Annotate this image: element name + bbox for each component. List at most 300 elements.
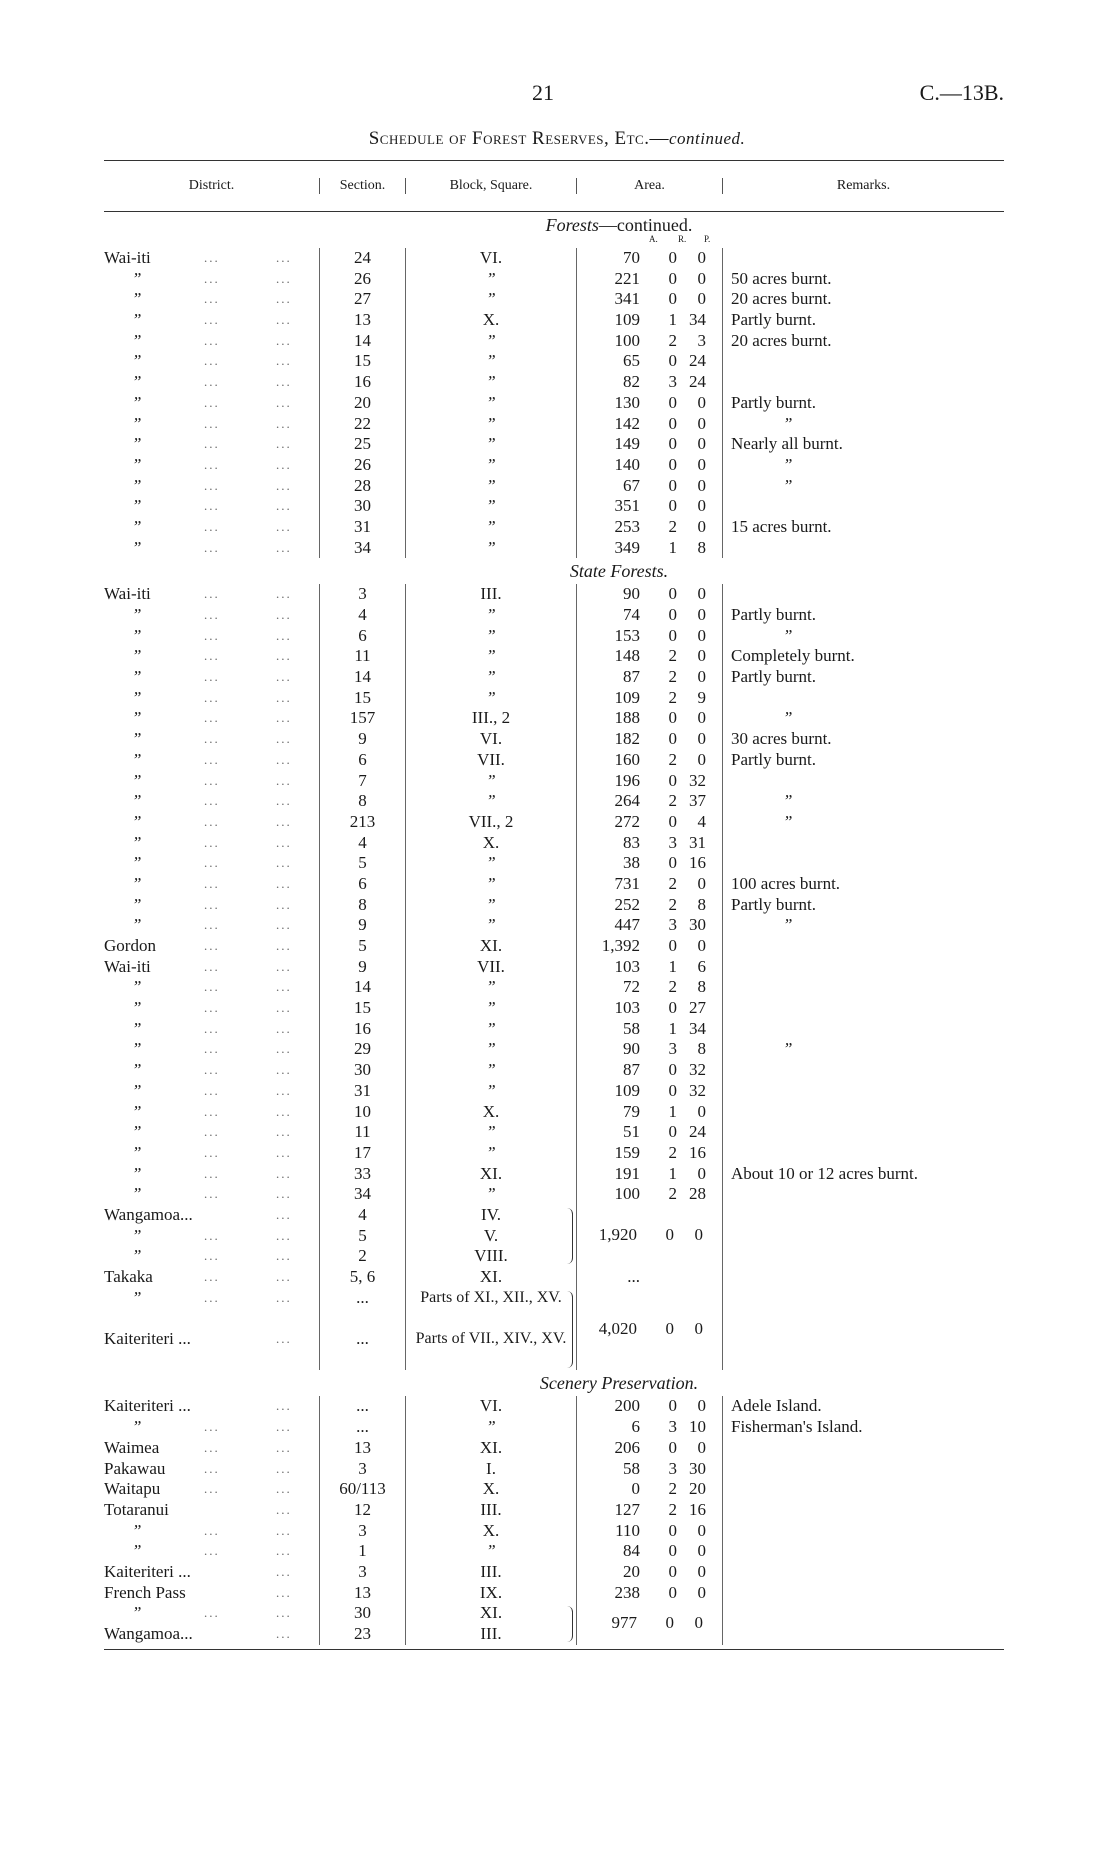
district-cell: [104, 977, 319, 998]
district-cell: [104, 957, 319, 978]
leader-dots: ...: [276, 689, 292, 705]
page-number: 21: [532, 80, 554, 105]
remarks-cell: [722, 1060, 1004, 1081]
district-cell: [104, 1122, 319, 1143]
area-cell: [576, 688, 722, 709]
table-row: [104, 331, 1004, 352]
district-name: ”: [132, 351, 142, 371]
district-name: Totaranui: [104, 1499, 169, 1519]
leader-dots: ...: [276, 477, 292, 493]
district-name: ”: [132, 496, 142, 516]
area-perches: 6: [697, 956, 706, 976]
district-name: ”: [132, 516, 142, 536]
district-name: ”: [132, 1184, 142, 1204]
area-perches: 0: [697, 392, 706, 412]
area-cell: [576, 496, 722, 517]
area-roods: 0: [668, 936, 677, 955]
section-cell: 16: [319, 372, 405, 393]
braced-area: [574, 1225, 719, 1247]
area-acres: 70: [623, 248, 640, 267]
leader-dots: ...: [276, 772, 292, 788]
area-perches: 34: [689, 310, 706, 330]
table-row: [104, 998, 1004, 1019]
table-row: [104, 1562, 1004, 1583]
area-perches: 16: [689, 1142, 706, 1162]
remarks-cell: [722, 957, 1004, 978]
area-cell: [576, 372, 722, 393]
remarks-cell: Adele Island.: [722, 1396, 1004, 1417]
area-cell: [576, 269, 722, 290]
section-cell: 4: [319, 833, 405, 854]
district-name: ”: [132, 1163, 142, 1183]
area-perches: 0: [697, 646, 706, 666]
table-row: [104, 1267, 1004, 1288]
table-section: [104, 1370, 1004, 1644]
remarks-cell: ”: [722, 791, 1004, 812]
remarks-cell: 20 acres burnt.: [722, 289, 1004, 310]
area-perches: 24: [689, 351, 706, 371]
district-cell: [104, 729, 319, 750]
area-acres: 100: [614, 1184, 640, 1204]
area-roods: 0: [668, 853, 677, 873]
leader-dots: ...: [204, 312, 220, 328]
table-row: [104, 853, 1004, 874]
area-roods: 0: [668, 605, 677, 624]
area-perches: 0: [697, 873, 706, 893]
leader-dots: ...: [204, 1439, 220, 1455]
area-perches: 30: [689, 915, 706, 935]
table-row: [104, 1246, 1004, 1267]
area-roods: 0: [668, 708, 677, 728]
section-cell: 12: [319, 1500, 405, 1521]
district-name: Kaiteriteri ...: [104, 1561, 191, 1581]
table-row: [104, 1060, 1004, 1081]
block-cell: XI.: [405, 936, 576, 957]
area-roods: 2: [668, 1499, 677, 1519]
district-name: ”: [132, 894, 142, 914]
area-roods: 0: [668, 268, 677, 288]
area-cell: [576, 1164, 722, 1185]
area-cell: [576, 1417, 722, 1438]
area-cell: [576, 538, 722, 559]
leader-dots: ...: [276, 1165, 292, 1181]
area-roods: 0: [665, 1613, 674, 1633]
district-cell: [104, 1479, 319, 1500]
area-perches: 0: [697, 434, 706, 454]
area-cell: [576, 998, 722, 1019]
district-cell: [104, 1624, 319, 1645]
area-acres: 109: [614, 1080, 640, 1100]
schedule-title-main: Schedule of Forest Reserves, Etc.—: [368, 128, 669, 149]
area-acres: 1,392: [601, 936, 640, 955]
brace-mark: [566, 1291, 573, 1368]
leader-dots: ...: [276, 539, 292, 555]
area-cell: [576, 1143, 722, 1164]
district-name: Takaka: [104, 1267, 153, 1286]
table-row: [104, 1624, 1004, 1645]
area-cell: [576, 455, 722, 476]
block-cell: X.: [405, 310, 576, 331]
block-cell: ”: [405, 977, 576, 998]
area-acres: 127: [614, 1499, 640, 1519]
block-cell: III.: [405, 1562, 576, 1583]
area-roods: 0: [668, 811, 677, 831]
leader-dots: ...: [204, 1041, 220, 1057]
leader-dots: ...: [204, 917, 220, 933]
district-name: ”: [132, 729, 142, 749]
district-name: ”: [132, 1225, 142, 1245]
table-row: [104, 476, 1004, 497]
area-cell: [576, 667, 722, 688]
area-perches: 0: [697, 496, 706, 516]
area-roods: 1: [668, 1163, 677, 1183]
area-perches: 16: [689, 1499, 706, 1519]
table-row: [104, 538, 1004, 559]
table-row: [104, 833, 1004, 854]
district-cell: [104, 517, 319, 538]
area-acres: 84: [623, 1541, 640, 1561]
section-cell: 15: [319, 351, 405, 372]
district-name: Waitapu: [104, 1479, 161, 1499]
table-row: [104, 372, 1004, 393]
area-cell: [576, 331, 722, 352]
section-cell: 3: [319, 1562, 405, 1583]
district-name: ”: [132, 1603, 142, 1623]
block-cell: VI.: [405, 1396, 576, 1417]
table-row: [104, 936, 1004, 957]
remarks-cell: ”: [722, 476, 1004, 497]
leader-dots: ...: [276, 1522, 292, 1538]
leader-dots: ...: [204, 250, 220, 265]
area-cell: [576, 771, 722, 792]
district-cell: [104, 667, 319, 688]
col-district: District.: [188, 178, 235, 193]
table-row: [104, 248, 1004, 269]
leader-dots: ...: [204, 1082, 220, 1098]
area-acres: 87: [623, 1060, 640, 1080]
district-cell: [104, 1184, 319, 1205]
remarks-cell: [722, 1019, 1004, 1040]
area-cell: [576, 729, 722, 750]
area-roods: 3: [668, 372, 677, 392]
leader-dots: ...: [276, 669, 292, 685]
district-cell: [104, 750, 319, 771]
area-cell: [576, 853, 722, 874]
area-acres: 90: [623, 1039, 640, 1059]
area-cell: [576, 895, 722, 916]
remarks-cell: [722, 351, 1004, 372]
district-name: ”: [132, 1520, 142, 1540]
section-title: [104, 212, 1004, 238]
block-cell: ”: [405, 434, 576, 455]
leader-dots: ...: [204, 539, 220, 555]
area-perches: 0: [697, 248, 706, 267]
area-cell: [576, 351, 722, 372]
block-cell: X.: [405, 833, 576, 854]
table-row: [104, 791, 1004, 812]
area-roods: 0: [668, 434, 677, 454]
section-cell: 31: [319, 517, 405, 538]
remarks-cell: [722, 1081, 1004, 1102]
block-cell: ”: [405, 874, 576, 895]
leader-dots: ...: [204, 456, 220, 472]
leader-dots: ...: [204, 498, 220, 514]
block-cell: ”: [405, 915, 576, 936]
district-cell: [104, 708, 319, 729]
district-cell: [104, 310, 319, 331]
leader-dots: ...: [204, 938, 220, 953]
block-cell: Parts of XI., XII., XV.: [405, 1288, 576, 1329]
area-roods: 1: [668, 956, 677, 976]
area-acres: 349: [614, 537, 640, 557]
area-unit-label: A.: [649, 234, 658, 244]
section-cell: 3: [319, 584, 405, 605]
section-cell: 5: [319, 936, 405, 957]
table-row: [104, 1288, 1004, 1329]
leader-dots: ...: [276, 979, 292, 995]
district-name: Wai-iti: [104, 584, 151, 604]
area-acres: 58: [623, 1458, 640, 1478]
area-cell: [576, 1039, 722, 1060]
leader-dots: ...: [276, 394, 292, 410]
area-perches: 0: [697, 1582, 706, 1602]
area-acres: 82: [623, 372, 640, 392]
area-cell: [576, 1479, 722, 1500]
district-name: ”: [132, 289, 142, 309]
area-cell: [576, 1521, 722, 1542]
area-roods: 0: [668, 998, 677, 1018]
leader-dots: ...: [276, 456, 292, 472]
section-cell: 23: [319, 1624, 405, 1645]
series-reference: C.—13B.: [919, 80, 1004, 105]
area-cell: [576, 310, 722, 331]
section-cell: 8: [319, 791, 405, 812]
block-cell: ”: [405, 1019, 576, 1040]
district-cell: [104, 895, 319, 916]
district-cell: [104, 998, 319, 1019]
section-cell: 3: [319, 1521, 405, 1542]
remarks-cell: 20 acres burnt.: [722, 331, 1004, 352]
block-cell: Parts of VII., XIV., XV.: [405, 1329, 576, 1370]
district-name: Wai-iti: [104, 956, 151, 976]
area-acres: 977: [611, 1613, 637, 1633]
remarks-cell: 100 acres burnt.: [722, 874, 1004, 895]
area-acres: 264: [614, 791, 640, 811]
district-name: ”: [132, 268, 142, 288]
section-title-italic: State Forests.: [569, 561, 669, 582]
area-roods: 0: [668, 1122, 677, 1142]
leader-dots: ...: [204, 958, 220, 974]
district-name: ”: [132, 434, 142, 454]
district-name: ”: [132, 537, 142, 557]
district-cell: [104, 771, 319, 792]
leader-dots: ...: [276, 1626, 292, 1642]
remarks-cell: Partly burnt.: [722, 393, 1004, 414]
leader-dots: ...: [276, 813, 292, 829]
district-cell: [104, 812, 319, 833]
area-acres: 65: [623, 351, 640, 371]
remarks-cell: [722, 1205, 1004, 1226]
leader-dots: ...: [276, 1062, 292, 1078]
area-cell: [576, 1081, 722, 1102]
district-name: ”: [132, 832, 142, 852]
section-cell: 2: [319, 1246, 405, 1267]
block-cell: I.: [405, 1459, 576, 1480]
area-acres: 38: [623, 853, 640, 873]
leader-dots: ...: [204, 669, 220, 685]
table-row: [104, 1603, 1004, 1624]
table-row: [104, 1583, 1004, 1604]
area-cell: [576, 1060, 722, 1081]
district-name: ”: [132, 770, 142, 790]
area-roods: 0: [668, 1541, 677, 1561]
leader-dots: ...: [276, 291, 292, 307]
district-name: ”: [132, 605, 142, 624]
section-cell: 13: [319, 310, 405, 331]
district-cell: [104, 1060, 319, 1081]
table-row: [104, 895, 1004, 916]
table-row: [104, 1226, 1004, 1247]
section-rows: [104, 248, 1004, 558]
area-acres: 72: [623, 977, 640, 997]
table-section: [104, 558, 1004, 1370]
area-cell: [576, 812, 722, 833]
district-cell: [104, 1143, 319, 1164]
district-name: ”: [132, 791, 142, 811]
area-cell: [576, 833, 722, 854]
leader-dots: ...: [276, 607, 292, 622]
district-cell: [104, 1541, 319, 1562]
district-name: ”: [132, 625, 142, 645]
area-acres: 100: [614, 330, 640, 350]
remarks-cell: Nearly all burnt.: [722, 434, 1004, 455]
table-row: [104, 729, 1004, 750]
section-cell: 33: [319, 1164, 405, 1185]
area-perches: 0: [694, 1318, 703, 1338]
area-perches: 0: [697, 1561, 706, 1581]
area-cell: [576, 626, 722, 647]
area-cell: [576, 414, 722, 435]
table-row: [104, 1459, 1004, 1480]
remarks-cell: [722, 998, 1004, 1019]
leader-dots: ...: [204, 627, 220, 643]
district-cell: [104, 1603, 319, 1624]
block-cell: ”: [405, 688, 576, 709]
district-name: ”: [132, 1018, 142, 1038]
area-perches: 0: [697, 289, 706, 309]
area-perches: 24: [689, 1122, 706, 1142]
area-perches: 30: [689, 1458, 706, 1478]
table-row: [104, 1143, 1004, 1164]
area-roods: 2: [668, 330, 677, 350]
section-title: [104, 558, 1004, 584]
section-cell: 34: [319, 1184, 405, 1205]
area-roods: 3: [668, 832, 677, 852]
area-perches: 20: [689, 1479, 706, 1499]
leader-dots: ...: [276, 1439, 292, 1455]
braced-area: [574, 1613, 719, 1635]
area-acres: 253: [614, 516, 640, 536]
district-name: ”: [132, 1080, 142, 1100]
block-cell: ”: [405, 791, 576, 812]
leader-dots: ...: [204, 1020, 220, 1036]
area-acres: 90: [623, 584, 640, 604]
leader-dots: ...: [276, 1248, 292, 1264]
section-cell: 13: [319, 1438, 405, 1459]
area-roods: 0: [668, 1582, 677, 1602]
area-cell: [576, 791, 722, 812]
district-name: ”: [132, 454, 142, 474]
district-cell: [104, 372, 319, 393]
area-perches: 0: [697, 729, 706, 749]
area-roods: 0: [668, 1437, 677, 1457]
district-name: ”: [132, 811, 142, 831]
area-perches: 8: [697, 537, 706, 557]
leader-dots: ...: [276, 1289, 292, 1305]
area-perches: 37: [689, 791, 706, 811]
leader-dots: ...: [276, 648, 292, 664]
area-perches: 0: [697, 1101, 706, 1121]
district-name: ”: [132, 372, 142, 392]
area-cell: [576, 750, 722, 771]
leader-dots: ...: [204, 834, 220, 850]
remarks-cell: [722, 1541, 1004, 1562]
district-cell: [104, 434, 319, 455]
block-cell: ”: [405, 895, 576, 916]
area-cell: [576, 289, 722, 310]
block-cell: ”: [405, 1184, 576, 1205]
area-roods: 2: [668, 667, 677, 687]
district-name: ”: [132, 475, 142, 495]
area-acres: 109: [614, 687, 640, 707]
leader-dots: ...: [204, 1543, 220, 1559]
district-name: Kaiteriteri ...: [104, 1329, 191, 1349]
leader-dots: ...: [204, 374, 220, 390]
leader-dots: ...: [204, 751, 220, 767]
section-cell: ...: [319, 1288, 405, 1329]
district-cell: [104, 1417, 319, 1438]
block-cell: ”: [405, 771, 576, 792]
remarks-cell: [722, 1521, 1004, 1542]
area-perches: 0: [697, 454, 706, 474]
area-roods: 0: [668, 392, 677, 412]
district-cell: [104, 626, 319, 647]
table-row: [104, 667, 1004, 688]
leader-dots: ...: [276, 518, 292, 534]
block-cell: ”: [405, 496, 576, 517]
brace-mark: [566, 1208, 573, 1264]
area-roods: 2: [668, 894, 677, 914]
table-row: [104, 1438, 1004, 1459]
area-acres: ...: [627, 1267, 640, 1286]
area-roods: 1: [668, 310, 677, 330]
area-acres: 191: [614, 1163, 640, 1183]
col-remarks: Remarks.: [722, 178, 1004, 194]
district-name: ”: [132, 853, 142, 873]
district-name: ”: [132, 1060, 142, 1080]
area-acres: 188: [614, 708, 640, 728]
table-row: [104, 750, 1004, 771]
district-name: ”: [132, 1541, 142, 1561]
area-perches: 0: [694, 1613, 703, 1633]
area-perches: 31: [689, 832, 706, 852]
district-name: Kaiteriteri ...: [104, 1396, 191, 1416]
leader-dots: ...: [276, 855, 292, 871]
area-perches: 0: [697, 584, 706, 604]
area-cell: [576, 584, 722, 605]
district-name: ”: [132, 1101, 142, 1121]
section-cell: 16: [319, 1019, 405, 1040]
